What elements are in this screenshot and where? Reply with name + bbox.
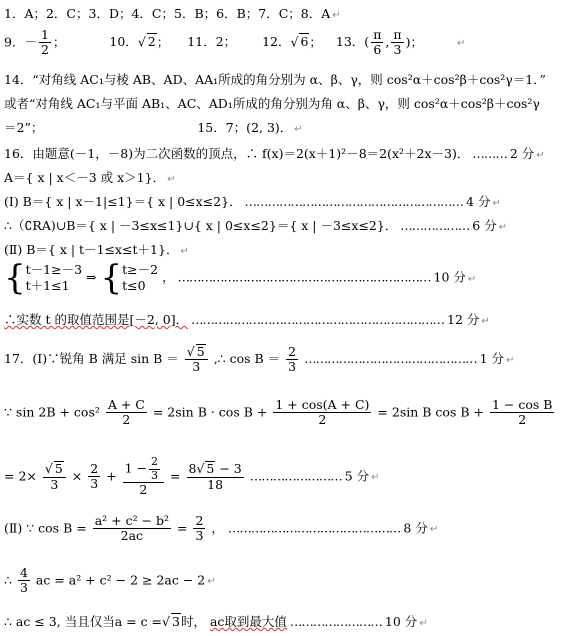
- q17-line-2: ∵ sin 2B + cos² $\frac{A + C}{2}$ = 2sin B · cos B + $\frac{1 + \cos(A + C)}{2}$ = 2sin B cos B + $\frac{\text{1 − cos B}}{2}$: [4, 397, 553, 428]
- return-mark-icon: ↵: [498, 222, 508, 233]
- q16-line-3: (Ⅰ) B＝{ x | x－1|≤1}＝{ x | 0≤x≤2}． ………………………………………………… 4 分 ↵: [4, 194, 501, 209]
- system-left: t－1≥－3 t＋1≤1: [25, 262, 83, 293]
- q10-label: 10．: [109, 34, 138, 50]
- return-mark-icon: ↵: [180, 246, 189, 257]
- return-mark-icon: ↵: [457, 38, 466, 50]
- score-6: 6 分: [472, 218, 497, 233]
- q15-answer: 15．7；(2, 3)．: [197, 120, 293, 135]
- system-right: t≥－2 t≤0: [122, 262, 159, 293]
- fraction-one-half: $\frac{1}{2}$: [40, 27, 49, 58]
- return-mark-icon: ↵: [429, 524, 439, 536]
- answers-1-8: 1．A；2．C；3．D；4．C；5．B；6．B；7．C；8．A: [4, 6, 331, 21]
- q16-line-2: A＝{ x | x＜－3 或 x＞1}． ↵: [4, 170, 176, 185]
- fraction-a-plus-c-over-2: $\frac{A + C}{2}$: [107, 397, 145, 428]
- fraction-result: $\frac{8√ 5 - 3}{18}$: [188, 461, 242, 492]
- fraction-pi-6: $\frac{\pi}{6}$: [373, 27, 382, 58]
- fraction-2-over-3b: $\frac{2}{3}$: [90, 460, 99, 492]
- sqrt-3: 3: [172, 614, 180, 629]
- answer-line-1: [4, 4, 341, 22]
- fraction-2-over-3c: $\frac{2}{3}$: [195, 513, 204, 544]
- q9-label: 9．－: [4, 34, 37, 50]
- fraction-cos-law: $\frac{\text{a² + c² − b²}}{2ac}$: [94, 513, 170, 544]
- score-8: 8 分: [403, 520, 428, 536]
- answer-line-14a: 14．“对角线 AC₁与棱 AB、AD、AA₁所成的角分别为 α、β、γ，则 cos²α＋cos²β＋cos²γ＝1．”: [4, 72, 546, 87]
- q17-line-3: = 2× $\frac{√ 5}{3}$ × $\frac{2}{3}$ + 1 − $\frac{2}{3}$ 2 = $\frac{8√ 5 - 3}{18}$ …………………… 5 分 ↵: [4, 455, 380, 498]
- score-10: 10 分: [433, 269, 466, 285]
- score-5: 5 分: [344, 468, 370, 484]
- return-mark-icon: ↵: [506, 354, 515, 366]
- q16-line-5: (Ⅱ) B＝{ x | t－1≤x≤t＋1}． ↵: [4, 242, 189, 257]
- sqrt-2: 2: [147, 34, 156, 50]
- answer-line-2: 9．－ $\frac{1}{2}$ ； 10．√ 2； 11．2； 12．√ 6； 13．( $\frac{\pi}{6}$ , $\frac{\pi}{3}$ )； ↵: [4, 27, 466, 58]
- q11-answer: 11．2；: [187, 34, 237, 50]
- return-mark-icon: ↵: [294, 124, 303, 135]
- score-12: 12 分: [447, 312, 480, 327]
- fraction-4-over-3: $\frac{4}{3}$: [19, 565, 28, 596]
- score-10b: 10 分: [384, 614, 418, 629]
- return-mark-icon: ↵: [332, 10, 341, 21]
- return-mark-icon: ↵: [467, 273, 477, 285]
- fraction-2-over-3: $\frac{2}{3}$: [288, 343, 297, 374]
- fraction-sqrt5-over-3b: $\frac{√ 5}{3}$: [43, 461, 66, 492]
- q17-line-6: ∴ ac ≤ 3, 当且仅当a = c =√ 3时， ac取到最大值 …………………… 10 分 ↵: [4, 614, 428, 629]
- return-mark-icon: ↵: [207, 576, 216, 588]
- q16-line-1: 16．由题意(－1，－8)为二次函数的顶点，∴ f(x)＝2(x＋1)²－8＝2(x²＋2x－3)． ……… 2 分 ↵: [4, 146, 545, 161]
- return-mark-icon: ↵: [492, 198, 501, 209]
- fraction-nested: 1 − $\frac{2}{3}$ 2: [123, 456, 164, 498]
- answer-line-14c: ＝2”； 15．7；(2, 3)． ↵: [4, 120, 303, 135]
- q13-label: 13．(: [335, 34, 370, 50]
- q17-line-5: ∴ $\frac{4}{3}$ ac = a² + c² − 2 ≥ 2ac − 2 ↵: [4, 565, 216, 596]
- return-mark-icon: ↵: [371, 472, 380, 484]
- return-mark-icon: ↵: [167, 174, 176, 185]
- answer-line-14b: 或者“对角线 AC₁与平面 AB₁、AC、AD₁所成的角分别为角 α、β、γ，则 cos²α＋cos²β＋cos²γ: [4, 96, 540, 111]
- fraction-cos-ac: $\frac{1 + \cos(A + C)}{2}$: [275, 397, 370, 428]
- sqrt-6: 6: [300, 34, 309, 50]
- q16-line-7: ∴实数 t 的取值范围是[－2, 0]． ………………………………………………………… 12 分 ↵: [4, 312, 490, 327]
- q16-line-4: ∴（∁RA)∪B＝{ x | －3≤x≤1}∪{ x | 0≤x≤2}＝{ x | －3≤x≤2}． ……………… 6 分 ↵: [4, 218, 508, 233]
- return-mark-icon: ↵: [481, 316, 490, 327]
- q12-label: 12．: [262, 34, 291, 50]
- fraction-pi-3: $\frac{\pi}{3}$: [393, 27, 402, 58]
- score-4: 4 分: [466, 194, 491, 209]
- score-1: 1 分: [479, 350, 505, 366]
- return-mark-icon: ↵: [536, 150, 545, 161]
- score-2: 2 分: [509, 146, 535, 161]
- return-mark-icon: ↵: [419, 618, 428, 629]
- fraction-sqrt5-over-3: $\frac{√ 5}{3}$: [185, 344, 208, 375]
- fraction-1-minus-cosb: $\frac{\text{1 − cos B}}{2}$: [491, 397, 553, 428]
- q17-line-4: (Ⅱ) ∵ cos B = $\frac{\text{a² + c² − b²}}{2ac}$ = $\frac{2}{3}$ ， ……………………………………… 8 分 ↵: [4, 513, 439, 544]
- q16-system: { t－1≥－3 t＋1≤1 ⇒ { t≥－2 t≤0 ， ………………………………………………………… 10 分 ↵: [4, 258, 477, 298]
- q17-line-1: 17．(Ⅰ)∵锐角 B 满足 sin B ＝ $\frac{√ 5}{3}$ ,∴ cos B ＝ $\frac{2}{3}$ ……………………………………… 1 分 ↵: [4, 343, 515, 375]
